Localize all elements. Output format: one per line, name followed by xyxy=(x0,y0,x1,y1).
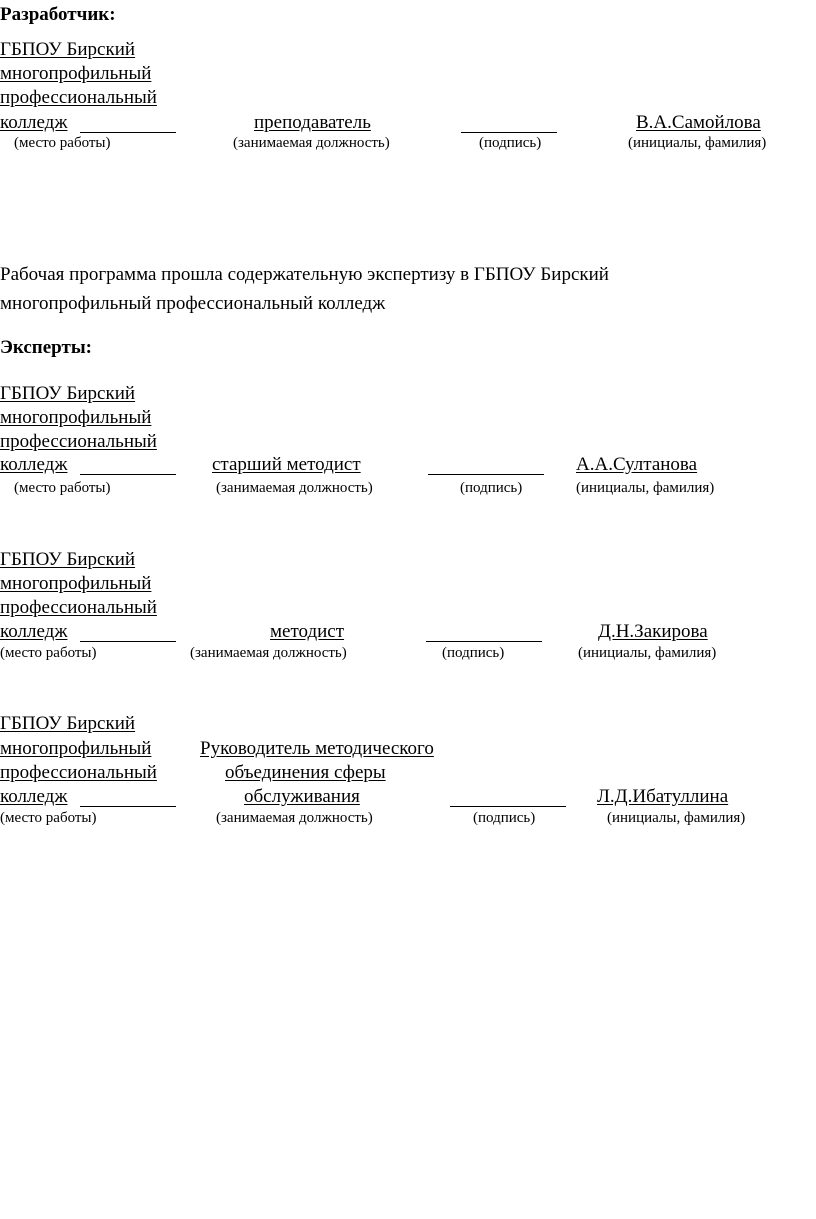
expert-2-workplace-underline xyxy=(80,641,176,642)
expert-2-workplace-line-2: многопрофильный xyxy=(0,573,152,594)
expert-1-caption-signature: (подпись) xyxy=(460,480,523,496)
expert-3-name: Л.Д.Ибатуллина xyxy=(597,786,729,807)
expert-1-workplace-underline xyxy=(80,474,176,475)
expert-2-signature-line xyxy=(426,641,542,642)
expert-3-position-line-3: обслуживания xyxy=(244,786,360,807)
expert-2-caption-workplace: (место работы) xyxy=(0,645,97,661)
expert-2-name: Д.Н.Закирова xyxy=(598,621,708,642)
expert-2-caption-position: (занимаемая должность) xyxy=(190,645,347,661)
expert-3-workplace-line-4: колледж xyxy=(0,786,68,807)
expert-3-caption-position: (занимаемая должность) xyxy=(216,810,373,826)
developer-position: преподаватель xyxy=(254,112,371,133)
expertise-note-line-1: Рабочая программа прошла содержательную экспертизу в ГБПОУ Бирский xyxy=(0,264,609,285)
expert-3-workplace-line-2: многопрофильный xyxy=(0,738,152,759)
developer-heading: Разработчик: xyxy=(0,4,116,25)
expert-3-caption-workplace: (место работы) xyxy=(0,810,97,826)
expert-2-caption-signature: (подпись) xyxy=(442,645,505,661)
expert-3-position-line-1: Руководитель методического xyxy=(200,738,434,759)
expert-1-signature-line xyxy=(428,474,544,475)
expert-1-position: старший методист xyxy=(212,454,361,475)
developer-caption-signature: (подпись) xyxy=(479,135,542,151)
developer-workplace-underline xyxy=(80,132,176,133)
expert-2-position: методист xyxy=(270,621,345,642)
developer-workplace-line-4: колледж xyxy=(0,112,68,133)
expertise-note-line-2: многопрофильный профессиональный колледж xyxy=(0,293,386,314)
expert-3-signature-line xyxy=(450,806,566,807)
developer-caption-position: (занимаемая должность) xyxy=(233,135,390,151)
expert-1-workplace-line-2: многопрофильный xyxy=(0,407,152,428)
expert-1-caption-workplace: (место работы) xyxy=(14,480,111,496)
expert-2-workplace-line-1: ГБПОУ Бирский xyxy=(0,549,136,570)
expert-2-workplace-line-4: колледж xyxy=(0,621,68,642)
expert-1-caption-name: (инициалы, фамилия) xyxy=(576,480,715,496)
expert-1-name: А.А.Султанова xyxy=(576,454,698,475)
developer-caption-workplace: (место работы) xyxy=(14,135,111,151)
developer-caption-name: (инициалы, фамилия) xyxy=(628,135,767,151)
experts-heading: Эксперты: xyxy=(0,337,92,358)
expert-1-caption-position: (занимаемая должность) xyxy=(216,480,373,496)
expert-3-position-line-2: объединения сферы xyxy=(225,762,386,783)
expert-2-caption-name: (инициалы, фамилия) xyxy=(578,645,717,661)
expert-3-caption-name: (инициалы, фамилия) xyxy=(607,810,746,826)
expert-1-workplace-line-1: ГБПОУ Бирский xyxy=(0,383,136,404)
developer-name: В.А.Самойлова xyxy=(636,112,761,133)
developer-workplace-line-3: профессиональный xyxy=(0,87,157,108)
expert-3-caption-signature: (подпись) xyxy=(473,810,536,826)
expert-3-workplace-line-3: профессиональный xyxy=(0,762,157,783)
expert-3-workplace-line-1: ГБПОУ Бирский xyxy=(0,713,136,734)
expert-1-workplace-line-3: профессиональный xyxy=(0,431,157,452)
expert-3-workplace-underline xyxy=(80,806,176,807)
expert-2-workplace-line-3: профессиональный xyxy=(0,597,157,618)
developer-signature-line xyxy=(461,132,557,133)
expert-1-workplace-line-4: колледж xyxy=(0,454,68,475)
developer-workplace-line-2: многопрофильный xyxy=(0,63,152,84)
developer-workplace-line-1: ГБПОУ Бирский xyxy=(0,39,136,60)
